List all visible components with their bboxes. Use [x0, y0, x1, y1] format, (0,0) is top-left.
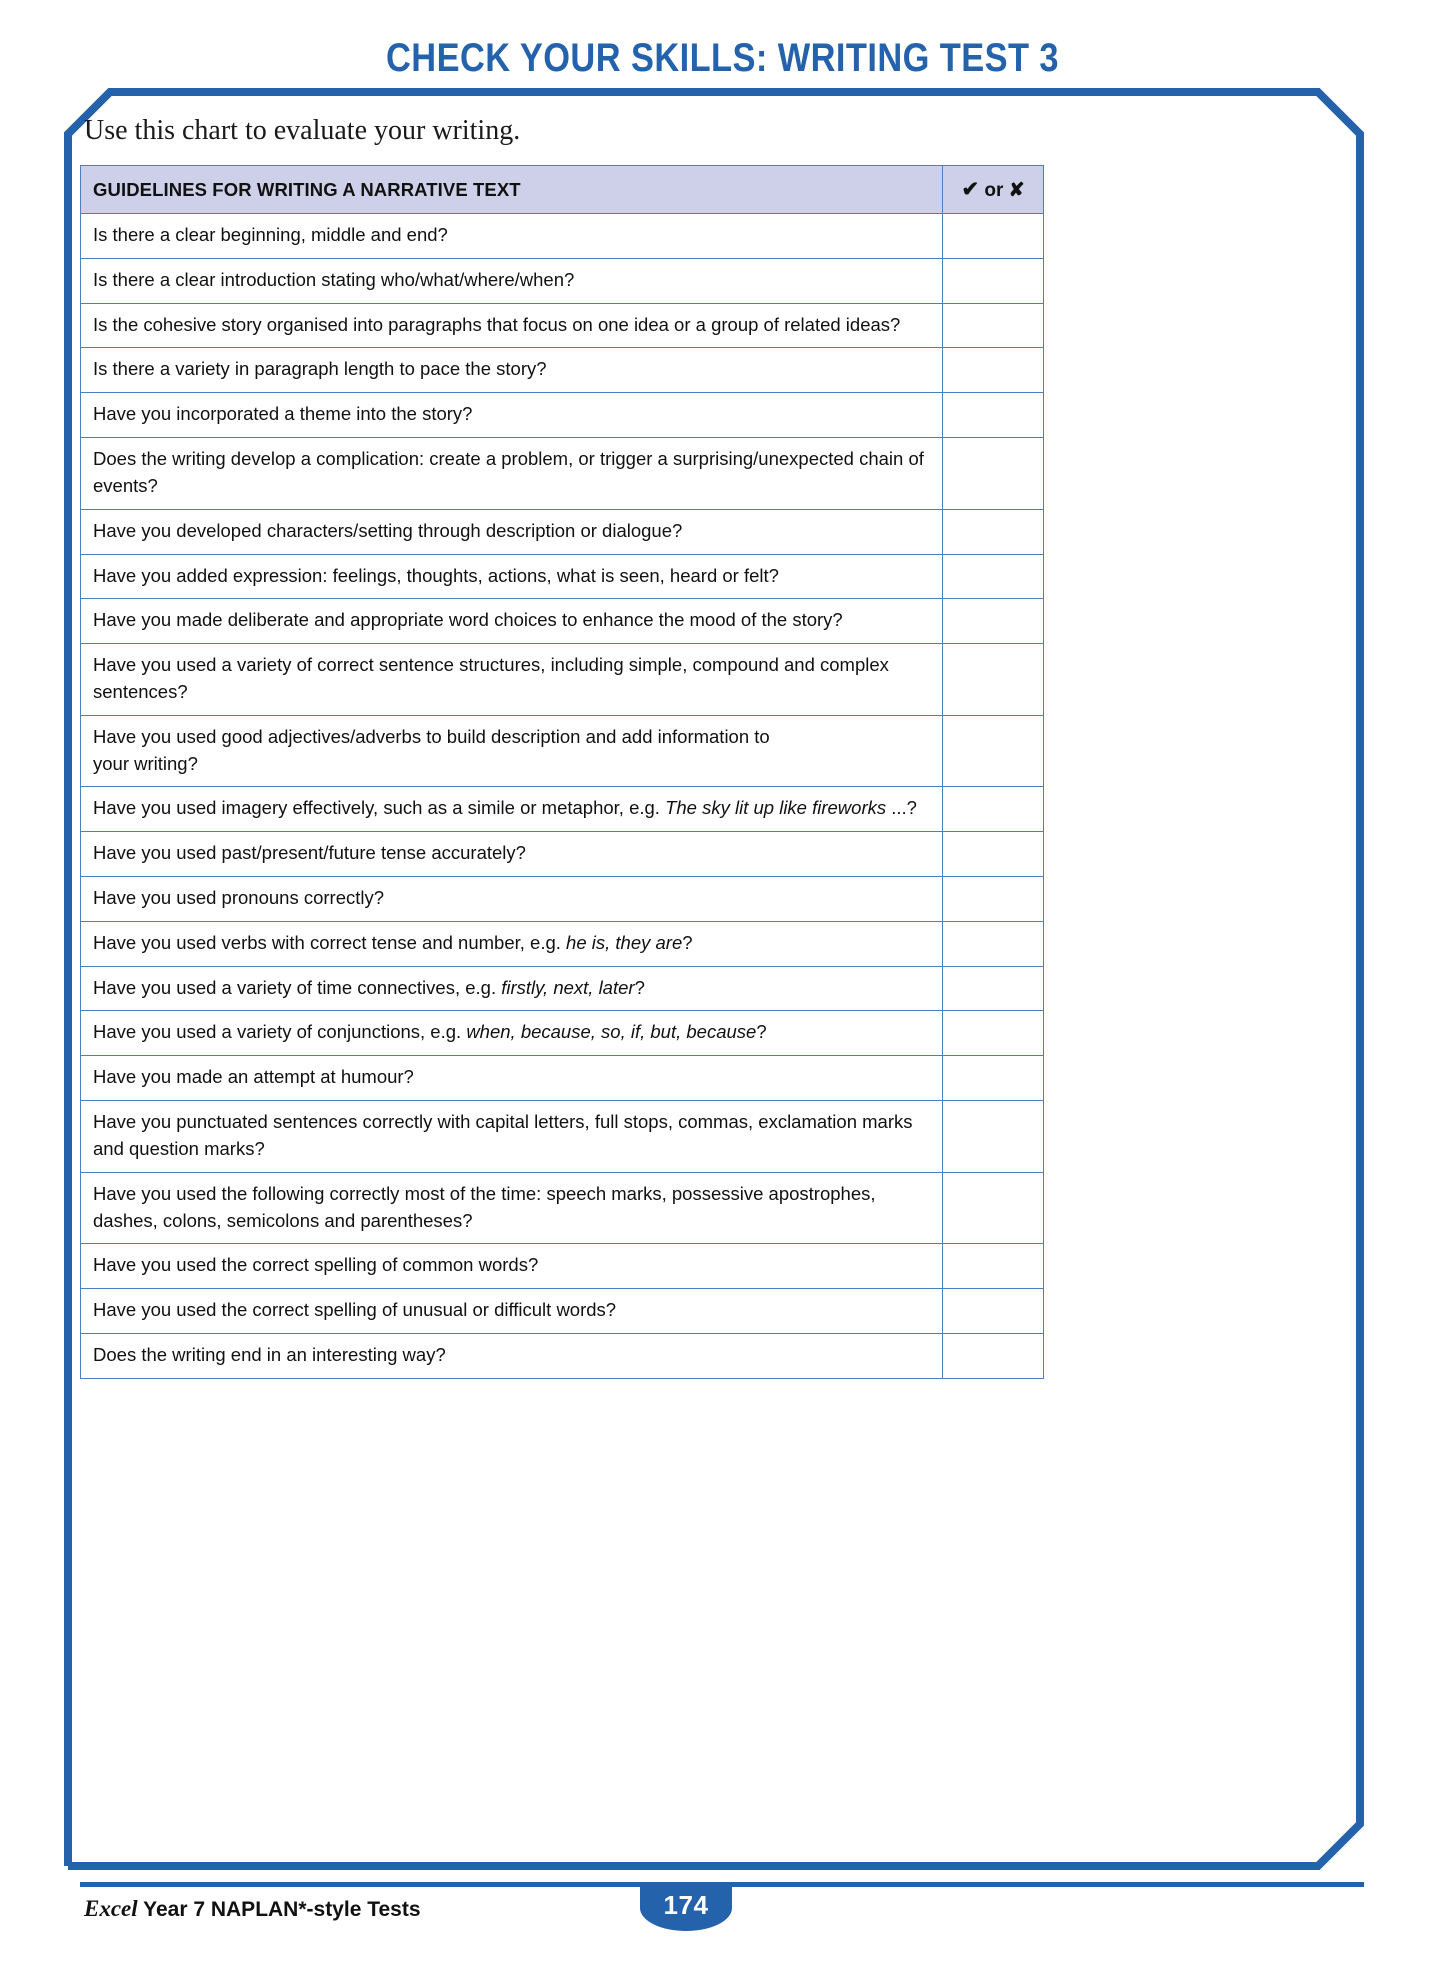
table-row	[81, 644, 1044, 716]
table-row	[81, 1011, 1044, 1056]
guideline-text: Have you used a variety of time connectives, e.g. firstly, next, later?	[81, 966, 943, 1011]
tick-or-cross-cell[interactable]	[943, 644, 1044, 716]
tick-or-cross-cell[interactable]	[943, 509, 1044, 554]
tick-or-cross-cell[interactable]	[943, 214, 1044, 259]
table-row	[81, 438, 1044, 510]
cross-icon: ✘	[1008, 180, 1025, 201]
intro-text: Use this chart to evaluate your writing.	[84, 115, 521, 146]
tick-or-cross-cell[interactable]	[943, 1333, 1044, 1378]
tick-or-cross-cell[interactable]	[943, 787, 1044, 832]
guideline-text: Does the writing end in an interesting way?	[81, 1333, 943, 1378]
tick-or-cross-cell[interactable]	[943, 393, 1044, 438]
guideline-text: Have you used verbs with correct tense and number, e.g. he is, they are?	[81, 921, 943, 966]
table-row	[81, 877, 1044, 922]
guideline-text: Have you used imagery effectively, such as a simile or metaphor, e.g. The sky lit up like fireworks ...?	[81, 787, 943, 832]
tick-or-cross-cell[interactable]	[943, 348, 1044, 393]
table-row	[81, 1056, 1044, 1101]
guideline-text: Is there a clear introduction stating who/what/where/when?	[81, 258, 943, 303]
guideline-text: Have you used the correct spelling of unusual or difficult words?	[81, 1289, 943, 1334]
column-header-guidelines: GUIDELINES FOR WRITING A NARRATIVE TEXT	[81, 166, 943, 214]
guideline-text: Have you made deliberate and appropriate word choices to enhance the mood of the story?	[81, 599, 943, 644]
tick-or-cross-cell[interactable]	[943, 921, 1044, 966]
tick-or-cross-cell[interactable]	[943, 1172, 1044, 1244]
table-row	[81, 303, 1044, 348]
series-name: Year 7 NAPLAN*-style Tests	[143, 1898, 421, 1921]
guideline-text: Have you used past/present/future tense accurately?	[81, 832, 943, 877]
table-row	[81, 1172, 1044, 1244]
guideline-text: Have you punctuated sentences correctly with capital letters, full stops, commas, exclamation marks and question marks?	[81, 1101, 943, 1173]
table-row	[81, 554, 1044, 599]
guideline-text: Is there a clear beginning, middle and end?	[81, 214, 943, 259]
tick-or-cross-cell[interactable]	[943, 438, 1044, 510]
guideline-text: Have you incorporated a theme into the story?	[81, 393, 943, 438]
table-row	[81, 715, 1044, 787]
guideline-text: Have you used a variety of conjunctions, e.g. when, because, so, if, but, because?	[81, 1011, 943, 1056]
tick-or-cross-cell[interactable]	[943, 1101, 1044, 1173]
tick-or-cross-cell[interactable]	[943, 554, 1044, 599]
guideline-text: Does the writing develop a complication: create a problem, or trigger a surprising/unexpected chain of events?	[81, 438, 943, 510]
table-row	[81, 599, 1044, 644]
tick-or-cross-cell[interactable]	[943, 599, 1044, 644]
table-row	[81, 787, 1044, 832]
guideline-text: Have you used good adjectives/adverbs to build description and add information to your writing?	[81, 715, 943, 787]
table-row	[81, 348, 1044, 393]
page-title: CHECK YOUR SKILLS: WRITING TEST 3	[386, 36, 1059, 80]
table-row	[81, 1289, 1044, 1334]
column-header-tick-or-cross	[943, 166, 1044, 214]
tick-or-cross-cell[interactable]	[943, 1011, 1044, 1056]
tick-or-cross-cell[interactable]	[943, 877, 1044, 922]
tick-or-cross-cell[interactable]	[943, 1289, 1044, 1334]
check-icon: ✔	[961, 178, 980, 201]
tick-or-cross-cell[interactable]	[943, 715, 1044, 787]
guideline-text: Have you used a variety of correct sentence structures, including simple, compound and complex sentences?	[81, 644, 943, 716]
table-row	[81, 832, 1044, 877]
tick-or-cross-cell[interactable]	[943, 303, 1044, 348]
tick-or-cross-cell[interactable]	[943, 832, 1044, 877]
tick-or-cross-cell[interactable]	[943, 966, 1044, 1011]
guideline-text: Is the cohesive story organised into paragraphs that focus on one idea or a group of related ideas?	[81, 303, 943, 348]
guideline-text: Have you used pronouns correctly?	[81, 877, 943, 922]
tick-or-cross-cell[interactable]	[943, 1056, 1044, 1101]
table-row	[81, 1244, 1044, 1289]
table-row	[81, 509, 1044, 554]
guideline-text: Have you added expression: feelings, thoughts, actions, what is seen, heard or felt?	[81, 554, 943, 599]
guideline-text: Have you made an attempt at humour?	[81, 1056, 943, 1101]
guideline-text: Have you developed characters/setting through description or dialogue?	[81, 509, 943, 554]
table-row	[81, 966, 1044, 1011]
tick-or-cross-cell[interactable]	[943, 1244, 1044, 1289]
guideline-text: Have you used the correct spelling of common words?	[81, 1244, 943, 1289]
guidelines-checklist-table	[80, 165, 1044, 1379]
page-number-badge: 174	[640, 1885, 732, 1931]
guideline-text: Have you used the following correctly most of the time: speech marks, possessive apostrophes, dashes, colons, semicolons and parentheses?	[81, 1172, 943, 1244]
table-header-row	[81, 166, 1044, 214]
brand-name: Excel	[84, 1896, 138, 1921]
or-label: or	[984, 180, 1004, 201]
table-row	[81, 214, 1044, 259]
table-row	[81, 1333, 1044, 1378]
tick-or-cross-cell[interactable]	[943, 258, 1044, 303]
table-row	[81, 921, 1044, 966]
footer-attribution	[84, 1896, 421, 1922]
table-row	[81, 258, 1044, 303]
guideline-text: Is there a variety in paragraph length to pace the story?	[81, 348, 943, 393]
table-row	[81, 1101, 1044, 1173]
table-row	[81, 393, 1044, 438]
